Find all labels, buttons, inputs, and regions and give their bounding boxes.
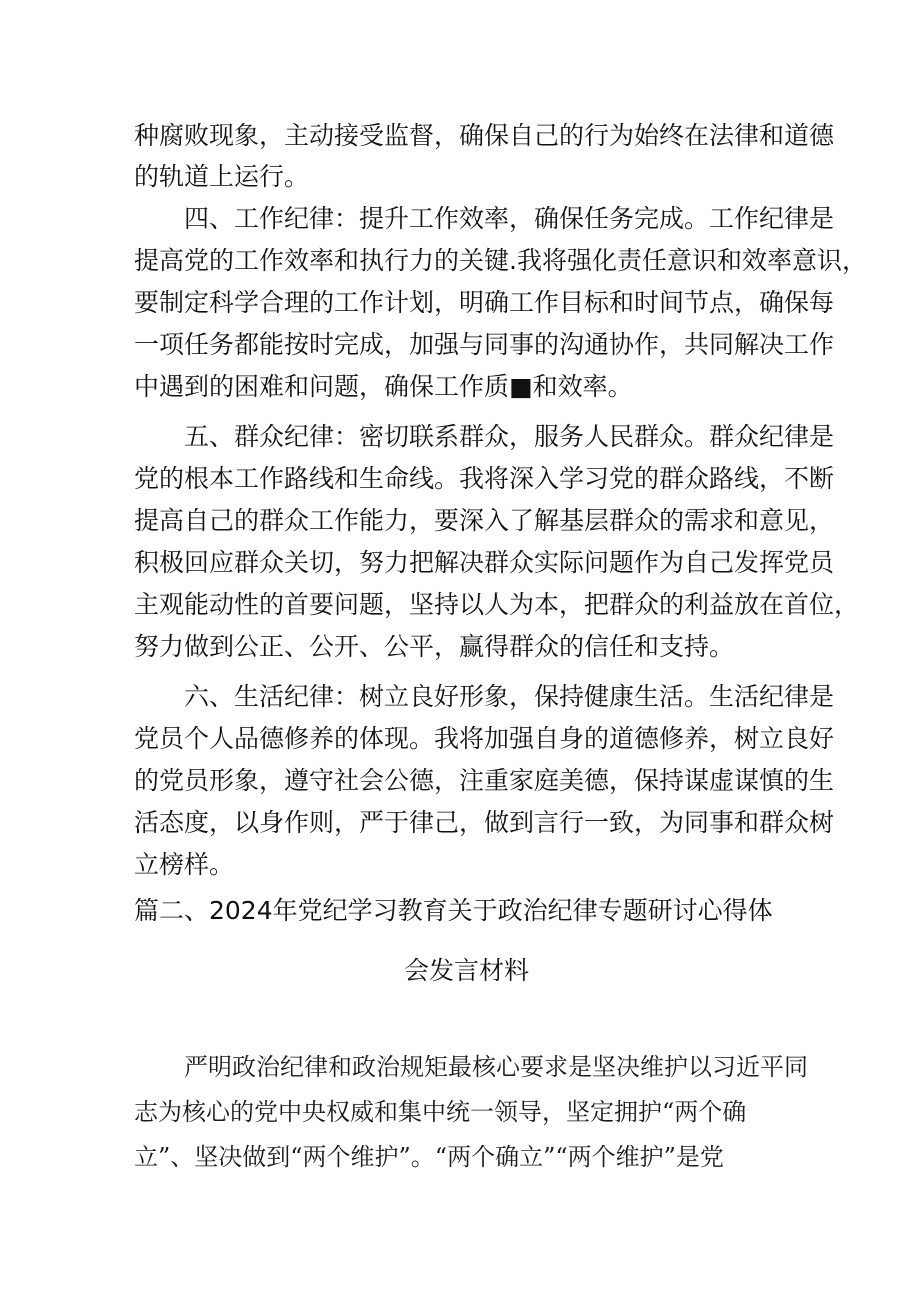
text-line: 的党员形象，遵守社会公德，注重家庭美德，保持谋虚谋慎的生 <box>134 766 835 795</box>
body-paragraph-line: 志为核心的党中央权威和集中统一领导，坚定拥护“两个确 <box>134 1098 747 1126</box>
text-line: 提高自己的群众工作能力，要深入了解基层群众的需求和意见， <box>134 506 835 535</box>
section-6-lead: 六、生活纪律：树立良好形象，保持健康生活。生活纪律是 <box>184 682 835 711</box>
text-line: 党的根本工作路线和生命线。我将深入学习党的群众路线，不断 <box>134 464 835 493</box>
section-4-lead: 四、工作纪律：提升工作效率，确保任务完成。工作纪律是 <box>184 204 835 233</box>
text-line: 要制定科学合理的工作计划，明确工作目标和时间节点，确保每 <box>134 288 835 317</box>
text-line: 的轨道上运行。 <box>134 162 310 191</box>
text-line: 努力做到公正、公开、公平，赢得群众的信任和支持。 <box>134 632 735 661</box>
text-line: 一项任务都能按时完成，加强与同事的沟通协作，共同解决工作 <box>134 330 835 359</box>
text-line: 提高党的工作效率和执行力的关键.我将强化责任意识和效率意识， <box>134 246 867 275</box>
text-line: 中遇到的困难和问题，确保工作质■和效率。 <box>134 372 633 401</box>
text-line: 积极回应群众关切，努力把解决群众实际问题作为自己发挥党员 <box>134 548 835 577</box>
article-heading: 篇二、2024年党纪学习教育关于政治纪律专题研讨心得体 <box>134 896 773 925</box>
text-line: 活态度，以身作则，严于律己，做到言行一致，为同事和群众树 <box>134 808 835 837</box>
body-paragraph-line: 立”、坚决做到“两个维护”。“两个确立”“两个维护”是党 <box>134 1143 724 1171</box>
text-line: 种腐败现象，主动接受监督，确保自己的行为始终在法律和道德 <box>134 121 835 150</box>
text-line: 立榜样。 <box>134 850 235 879</box>
text-line: 主观能动性的首要问题，坚持以人为本，把群众的利益放在首位， <box>134 590 860 619</box>
article-heading-cont: 会发言材料 <box>404 956 530 985</box>
text-line: 党员个人品德修养的体现。我将加强自身的道德修养，树立良好 <box>134 724 835 753</box>
body-paragraph-line: 严明政治纪律和政治规矩最核心要求是坚决维护以习近平同 <box>184 1053 808 1081</box>
section-5-lead: 五、群众纪律：密切联系群众，服务人民群众。群众纪律是 <box>184 422 835 451</box>
